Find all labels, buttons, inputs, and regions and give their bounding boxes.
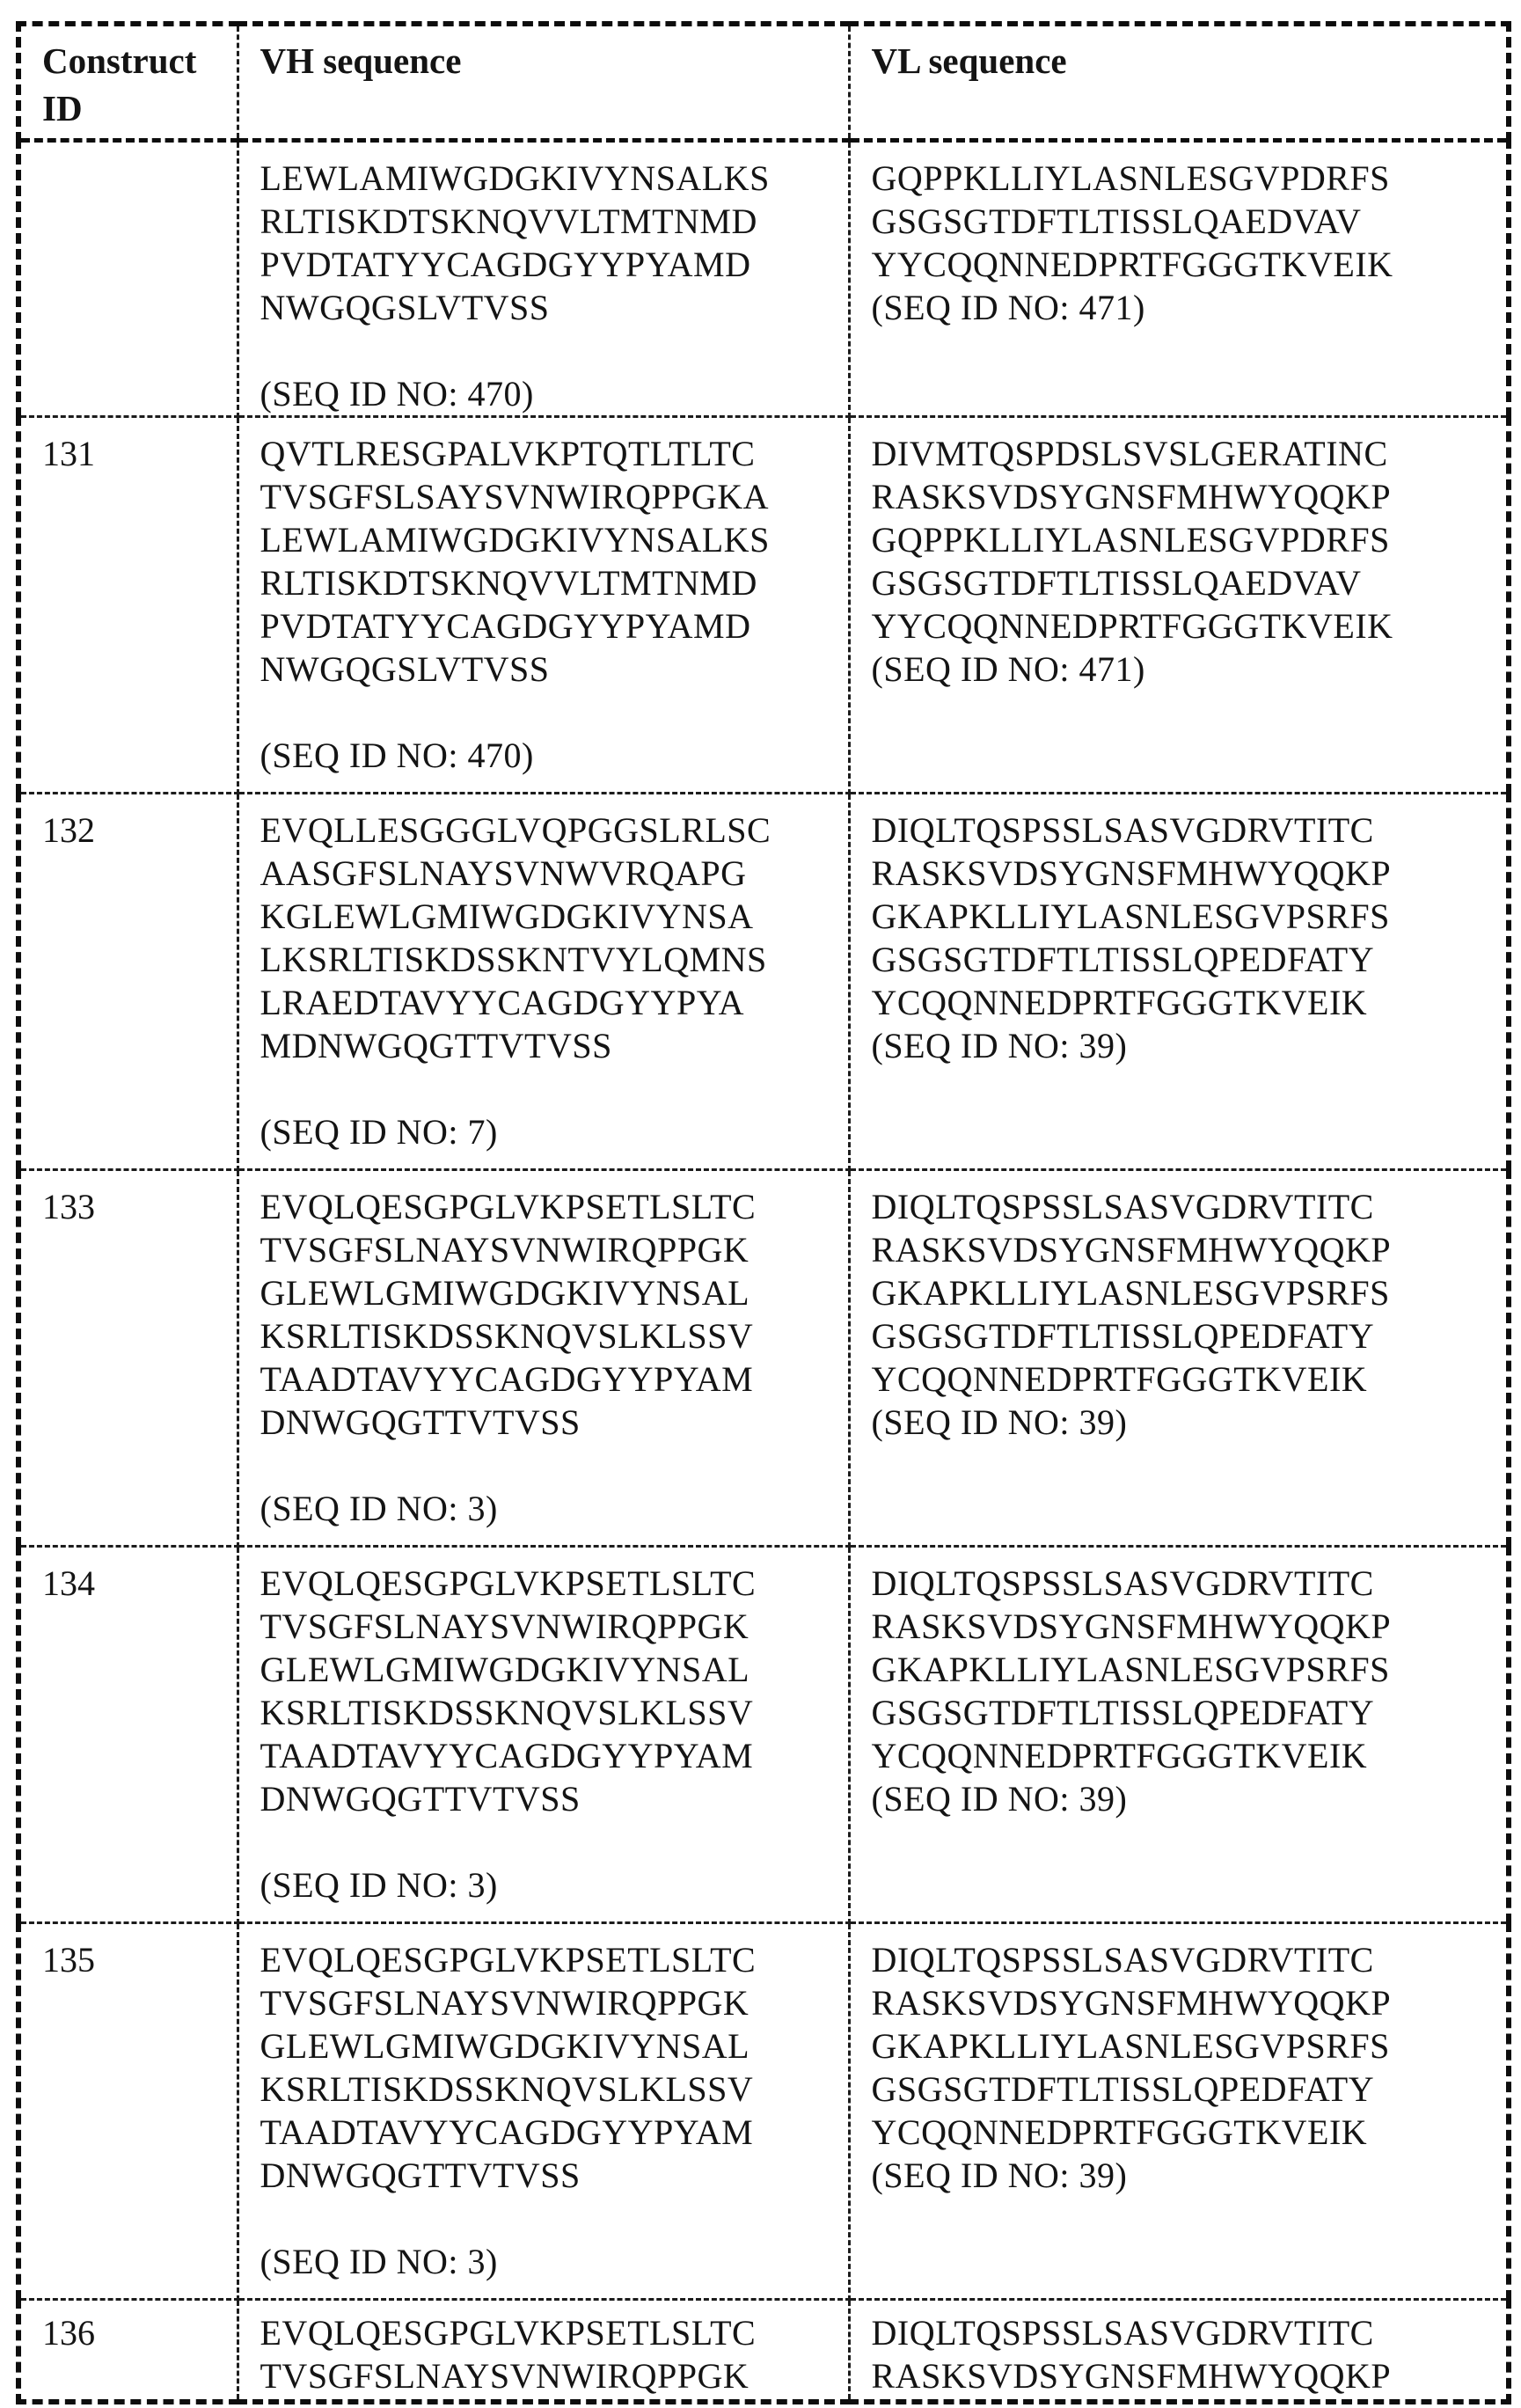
vh-sequence-text: EVQLQESGPGLVKPSETLSLTC TVSGFSLNAYSVNWIRQPPGK GLEWLGMIWGDGKIVYNSAL KSRLTISKDSSKNQVSLKLSSV TAADTAVYYCAGDGYYPYAM DNWGQGTTVTVSS (260, 1563, 757, 1819)
vl-sequence-cell (849, 1169, 1509, 1546)
vh-sequence-cell (238, 1169, 849, 1546)
header-vl-label: VL sequence (871, 40, 1067, 81)
table-row (18, 2299, 1509, 2402)
vh-sequence-text: EVQLQESGPGLVKPSETLSLTC TVSGFSLNAYSVNWIRQPPGK (260, 2312, 757, 2396)
header-vl-sequence (849, 24, 1509, 140)
construct-id: 134 (42, 1563, 95, 1603)
vh-seq-id-label: (SEQ ID NO: 7) (260, 1111, 498, 1152)
vh-seq-id-label: (SEQ ID NO: 3) (260, 2241, 498, 2281)
table-row (18, 1546, 1509, 1922)
vh-sequence-text: EVQLQESGPGLVKPSETLSLTC TVSGFSLNAYSVNWIRQPPGK GLEWLGMIWGDGKIVYNSAL KSRLTISKDSSKNQVSLKLSSV TAADTAVYYCAGDGYYPYAM DNWGQGTTVTVSS (260, 1939, 757, 2195)
vl-sequence-cell (849, 793, 1509, 1169)
construct-id: 132 (42, 809, 95, 850)
vh-sequence-cell (238, 2299, 849, 2402)
vh-sequence-text: EVQLLESGGGLVQPGGSLRLSC AASGFSLNAYSVNWVRQAPG KGLEWLGMIWGDGKIVYNSA LKSRLTISKDSSKNTVYLQMNS LRAEDTAVYYCAGDGYYPYA MDNWGQGTTVTVSS (260, 809, 771, 1065)
header-vh-label: VH sequence (260, 40, 462, 81)
vl-sequence-text: DIQLTQSPSSLSASVGDRVTITC RASKSVDSYGNSFMHWYQQKP GKAPKLLIYLASNLESGVPSRFS GSGSGTDFTLTISSLQPEDFATY YCQQNNEDPRTFGGGTKVEIK (871, 1939, 1392, 2152)
vl-seq-id-label: (SEQ ID NO: 39) (871, 1025, 1128, 1065)
vl-seq-id-label: (SEQ ID NO: 39) (871, 1778, 1128, 1819)
vl-seq-id-label: (SEQ ID NO: 471) (871, 648, 1145, 689)
construct-id: 136 (42, 2312, 95, 2353)
vl-sequence-cell (849, 2299, 1509, 2402)
construct-id-cell (18, 2299, 238, 2402)
vh-sequence-cell (238, 416, 849, 793)
vh-sequence-text: LEWLAMIWGDGKIVYNSALKS RLTISKDTSKNQVVLTMTNMD PVDTATYYCAGDGYYPYAMD NWGQGSLVTVSS (260, 157, 770, 327)
header-construct-id-label: Construct ID (42, 40, 197, 128)
construct-id: 133 (42, 1186, 95, 1226)
vl-seq-id-label: (SEQ ID NO: 471) (871, 287, 1145, 327)
construct-id-cell (18, 793, 238, 1169)
vl-sequence-cell (849, 1922, 1509, 2299)
table-row (18, 140, 1509, 416)
vh-seq-id-label: (SEQ ID NO: 470) (260, 735, 534, 775)
vh-sequence-cell (238, 1546, 849, 1922)
vh-sequence-text: QVTLRESGPALVKPTQTLTLTC TVSGFSLSAYSVNWIRQPPGKA LEWLAMIWGDGKIVYNSALKS RLTISKDTSKNQVVLTMTNMD PVDTATYYCAGDGYYPYAMD NWGQGSLVTVSS (260, 433, 770, 689)
construct-id-cell (18, 1169, 238, 1546)
vl-sequence-cell (849, 416, 1509, 793)
table-row (18, 793, 1509, 1169)
table-header-row (18, 24, 1509, 140)
vh-sequence-cell (238, 793, 849, 1169)
vl-seq-id-label: (SEQ ID NO: 39) (871, 2155, 1128, 2195)
vh-sequence-text: EVQLQESGPGLVKPSETLSLTC TVSGFSLNAYSVNWIRQPPGK GLEWLGMIWGDGKIVYNSAL KSRLTISKDSSKNQVSLKLSSV TAADTAVYYCAGDGYYPYAM DNWGQGTTVTVSS (260, 1186, 757, 1442)
table-row (18, 1169, 1509, 1546)
vh-seq-id-label: (SEQ ID NO: 470) (260, 373, 534, 414)
vl-sequence-text: GQPPKLLIYLASNLESGVPDRFS GSGSGTDFTLTISSLQAEDVAV YYCQQNNEDPRTFGGGTKVEIK (871, 157, 1393, 284)
vh-seq-id-label: (SEQ ID NO: 3) (260, 1864, 498, 1905)
vh-seq-id-label: (SEQ ID NO: 3) (260, 1488, 498, 1528)
construct-id: 135 (42, 1939, 95, 1980)
table-row (18, 1922, 1509, 2299)
vl-sequence-text: DIQLTQSPSSLSASVGDRVTITC RASKSVDSYGNSFMHWYQQKP GKAPKLLIYLASNLESGVPSRFS GSGSGTDFTLTISSLQPEDFATY YCQQNNEDPRTFGGGTKVEIK (871, 809, 1392, 1022)
construct-id-cell (18, 1922, 238, 2299)
construct-id-cell (18, 416, 238, 793)
vl-sequence-text: DIVMTQSPDSLSVSLGERATINC RASKSVDSYGNSFMHWYQQKP GQPPKLLIYLASNLESGVPDRFS GSGSGTDFTLTISSLQAEDVAV YYCQQNNEDPRTFGGGTKVEIK (871, 433, 1393, 646)
vh-sequence-cell (238, 140, 849, 416)
table-row (18, 416, 1509, 793)
vl-sequence-cell (849, 140, 1509, 416)
construct-id: 131 (42, 433, 95, 473)
vl-sequence-text: DIQLTQSPSSLSASVGDRVTITC RASKSVDSYGNSFMHWYQQKP GKAPKLLIYLASNLESGVPSRFS GSGSGTDFTLTISSLQPEDFATY YCQQNNEDPRTFGGGTKVEIK (871, 1563, 1392, 1775)
sequence-table (16, 21, 1511, 2404)
construct-id-cell (18, 1546, 238, 1922)
vl-sequence-cell (849, 1546, 1509, 1922)
vh-sequence-cell (238, 1922, 849, 2299)
header-vh-sequence (238, 24, 849, 140)
construct-id-cell (18, 140, 238, 416)
vl-seq-id-label: (SEQ ID NO: 39) (871, 1402, 1128, 1442)
vl-sequence-text: DIQLTQSPSSLSASVGDRVTITC RASKSVDSYGNSFMHWYQQKP GKAPKLLIYLASNLESGVPSRFS GSGSGTDFTLTISSLQPEDFATY YCQQNNEDPRTFGGGTKVEIK (871, 1186, 1392, 1399)
vl-sequence-text: DIQLTQSPSSLSASVGDRVTITC RASKSVDSYGNSFMHWYQQKP (871, 2312, 1392, 2396)
header-construct-id (18, 24, 238, 140)
